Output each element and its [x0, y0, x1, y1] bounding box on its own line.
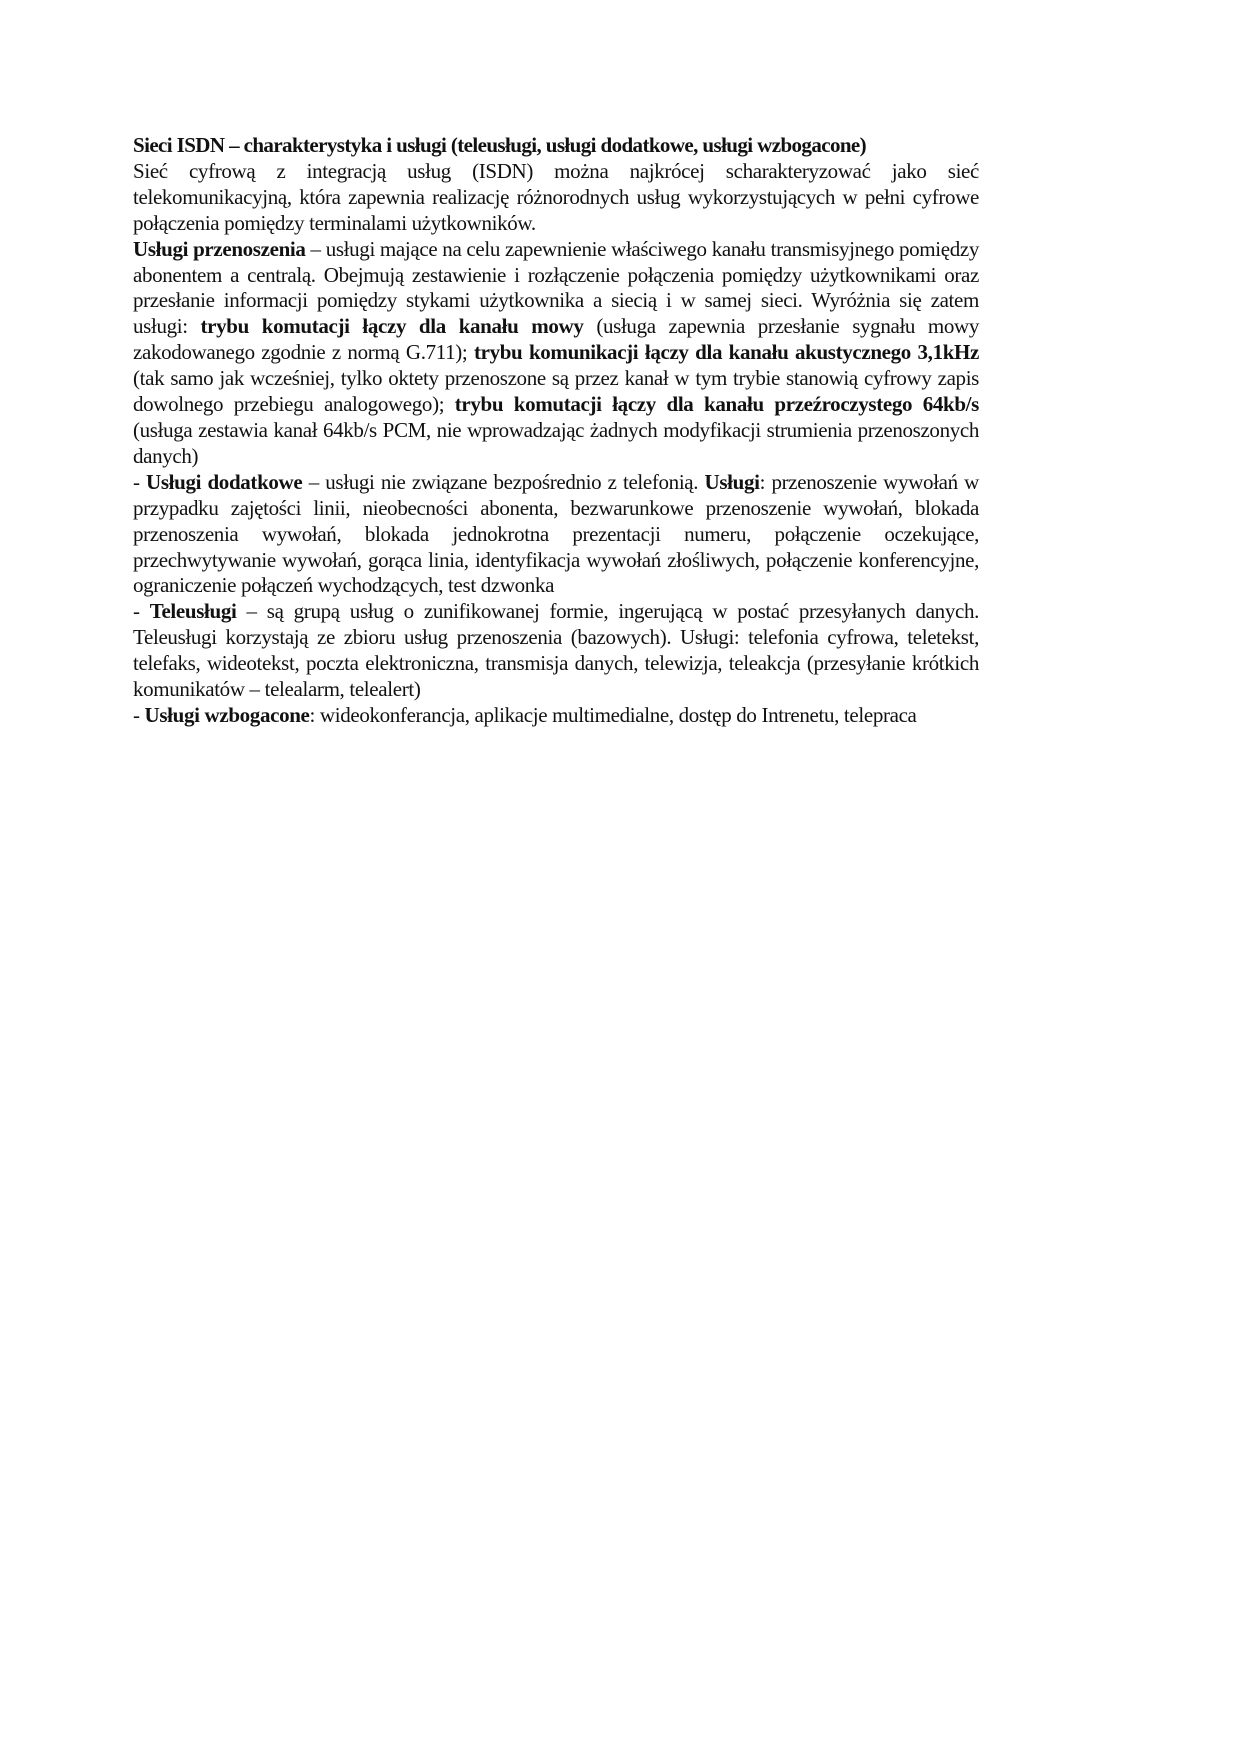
enhanced-services-paragraph	[133, 703, 979, 729]
bearer-text-2: (usługa zapewnia przesłanie sygnału mowy zakodowanego zgodnie z normą G.711);	[133, 314, 979, 365]
teleservices-paragraph	[133, 599, 979, 703]
bullet-dash: -	[133, 469, 147, 494]
teleservices-text: – są grupą usług o zunifikowanej formie, ingerującą w postać przesyłanych danych. Teleusługi korzystają ze zbioru usług przenoszenia (bazowych). Usługi: telefonia cyfrowa, teletekst, telefaks, wideotekst, poczta elektroniczna, transmisja danych, telewizja, teleakcja (przesyłanie krótkich komunikatów – telealarm, telealert)	[133, 599, 979, 702]
document-page	[133, 133, 979, 729]
teleservices-heading: Teleusługi	[149, 599, 237, 624]
bearer-services-paragraph	[133, 237, 979, 470]
supplementary-text-2: : przenoszenie wywołań w przypadku zajętości linii, nieobecności abonenta, bezwarunkowe przenoszenie wywołań, blokada przenoszenia wywołań, blokada jednokrotna prezentacji numeru, połączenie oczekujące, przechwytywanie wywołań, gorąca linia, identyfikacja wywołań złośliwych, połączenie konferencyjne, ograniczenie połączeń wychodzących, test dzwonka	[133, 469, 979, 598]
supplementary-text-1: – usługi nie związane bezpośrednio z telefonią.	[302, 469, 705, 494]
bearer-text-1: – usługi mające na celu zapewnienie właściwego kanału transmisyjnego pomiędzy abonentem a centralą. Obejmują zestawienie i rozłączenie połączenia pomiędzy użytkownikami oraz przesłanie informacji pomiędzy stykami użytkownika a siecią i w samej sieci. Wyróżnia się zatem usługi:	[133, 236, 980, 339]
bullet-dash: -	[133, 702, 145, 727]
bearer-text-3: (tak samo jak wcześniej, tylko oktety przenoszone są przez kanał w tym trybie stanowią cyfrowy zapis dowolnego przebiegu analogowego);	[133, 366, 979, 417]
supplementary-services-paragraph	[133, 470, 979, 600]
supplementary-services-heading: Usługi dodatkowe	[146, 469, 303, 494]
document-title: Sieci ISDN – charakterystyka i usługi (teleusługi, usługi dodatkowe, usługi wzbogacone)	[133, 133, 867, 157]
bearer-text-4: (usługa zestawia kanał 64kb/s PCM, nie wprowadzając żadnych modyfikacji strumienia przenoszonych danych)	[133, 417, 979, 468]
bullet-dash: -	[133, 599, 150, 624]
bearer-mode-transparent: trybu komutacji łączy dla kanału przeźroczystego 64kb/s	[454, 392, 979, 417]
supplementary-services-label: Usługi	[704, 469, 760, 494]
intro-paragraph: Sieć cyfrową z integracją usług (ISDN) można najkrócej scharakteryzować jako sieć telekomunikacyjną, która zapewnia realizację różnorodnych usług wykorzystujących w pełni cyfrowe połączenia pomiędzy terminalami użytkowników.	[133, 158, 979, 235]
bearer-services-heading: Usługi przenoszenia	[133, 236, 306, 261]
enhanced-services-heading: Usługi wzbogacone	[144, 702, 310, 727]
bearer-mode-audio: trybu komunikacji łączy dla kanału akustycznego 3,1kHz	[473, 340, 980, 365]
enhanced-text: : wideokonferancja, aplikacje multimedialne, dostęp do Intrenetu, telepraca	[309, 702, 917, 727]
bearer-mode-speech: trybu komutacji łączy dla kanału mowy	[200, 314, 584, 339]
